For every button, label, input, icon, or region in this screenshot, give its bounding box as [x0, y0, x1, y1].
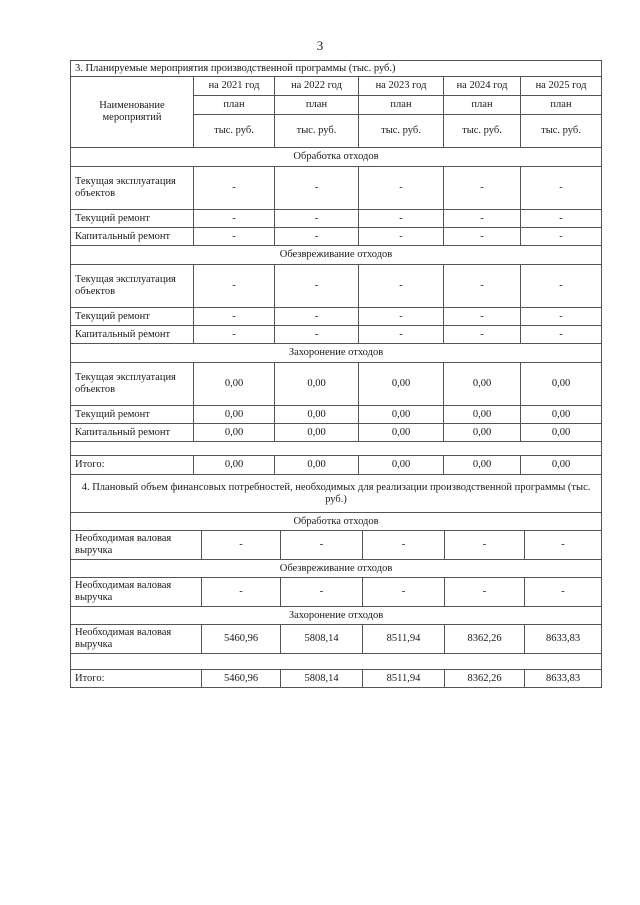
row-value: 0,00: [444, 363, 521, 406]
table-row: [71, 265, 602, 308]
row-value: -: [194, 265, 275, 308]
total-label: Итого:: [71, 670, 202, 688]
row-value: 8362,26: [445, 625, 525, 654]
row-name: Текущая эксплуатация объектов: [71, 265, 194, 308]
total-value: 0,00: [275, 456, 359, 475]
plan-header: план: [275, 96, 359, 115]
row-value: 8511,94: [363, 625, 445, 654]
row-name: Текущий ремонт: [71, 406, 194, 424]
row-name: Необходимая валовая выручка: [71, 531, 202, 560]
row-value: -: [359, 167, 444, 210]
row-value: -: [521, 167, 602, 210]
unit-header: тыс. руб.: [194, 115, 275, 148]
total-row: [71, 456, 602, 475]
row-name: Текущий ремонт: [71, 308, 194, 326]
table-row: [71, 210, 602, 228]
row-value: 0,00: [194, 406, 275, 424]
unit-header: тыс. руб.: [521, 115, 602, 148]
row-value: 0,00: [521, 406, 602, 424]
row-name: Текущая эксплуатация объектов: [71, 167, 194, 210]
total-value: 8511,94: [363, 670, 445, 688]
section-title: Обезвреживание отходов: [71, 560, 602, 578]
row-value: -: [359, 228, 444, 246]
unit-header: тыс. руб.: [359, 115, 444, 148]
spacer-row: [71, 442, 602, 456]
row-value: -: [359, 308, 444, 326]
row-value: 0,00: [359, 363, 444, 406]
row-value: 0,00: [521, 363, 602, 406]
year-header: на 2022 год: [275, 77, 359, 96]
plan-header: план: [194, 96, 275, 115]
total-value: 8362,26: [445, 670, 525, 688]
row-value: 0,00: [275, 363, 359, 406]
table-title: 4. Плановый объем финансовых потребностей, необходимых для реализации производственной программы (тыс. руб.): [71, 475, 602, 513]
row-value: -: [525, 531, 602, 560]
table-row: [71, 228, 602, 246]
row-value: 0,00: [275, 424, 359, 442]
row-value: -: [194, 210, 275, 228]
total-value: 0,00: [194, 456, 275, 475]
table-row: [71, 578, 602, 607]
row-value: 0,00: [444, 424, 521, 442]
row-value: -: [444, 210, 521, 228]
row-value: -: [275, 308, 359, 326]
total-value: 5460,96: [202, 670, 281, 688]
total-label: Итого:: [71, 456, 194, 475]
year-header: на 2021 год: [194, 77, 275, 96]
row-name: Капитальный ремонт: [71, 228, 194, 246]
spacer-cell: [71, 442, 602, 456]
row-value: -: [275, 228, 359, 246]
plan-header: план: [521, 96, 602, 115]
row-value: -: [444, 167, 521, 210]
row-value: -: [275, 265, 359, 308]
row-value: -: [359, 265, 444, 308]
row-value: -: [202, 578, 281, 607]
row-value: -: [444, 308, 521, 326]
section-title-row: [71, 607, 602, 625]
row-value: -: [444, 265, 521, 308]
row-name: Капитальный ремонт: [71, 326, 194, 344]
year-header: на 2025 год: [521, 77, 602, 96]
table-row: [71, 424, 602, 442]
row-value: -: [521, 265, 602, 308]
row-value: -: [521, 308, 602, 326]
row-value: 5808,14: [281, 625, 363, 654]
table-title: 3. Планируемые мероприятия производственной программы (тыс. руб.): [71, 61, 602, 77]
row-value: -: [194, 326, 275, 344]
row-value: 5460,96: [202, 625, 281, 654]
row-value: 0,00: [444, 406, 521, 424]
table-row: [71, 531, 602, 560]
table-row: [71, 406, 602, 424]
total-row: [71, 670, 602, 688]
year-header: на 2024 год: [444, 77, 521, 96]
table-title-row: [71, 475, 602, 513]
row-value: -: [281, 578, 363, 607]
row-value: -: [444, 326, 521, 344]
total-value: 0,00: [359, 456, 444, 475]
row-value: -: [363, 531, 445, 560]
row-value: -: [363, 578, 445, 607]
row-name: Текущий ремонт: [71, 210, 194, 228]
plan-header: план: [359, 96, 444, 115]
row-value: -: [521, 228, 602, 246]
row-value: -: [281, 531, 363, 560]
row-value: -: [359, 210, 444, 228]
section-title: Обезвреживание отходов: [71, 246, 602, 265]
section-title-row: [71, 513, 602, 531]
section-title-row: [71, 148, 602, 167]
row-value: -: [275, 210, 359, 228]
row-value: -: [194, 167, 275, 210]
row-value: -: [194, 308, 275, 326]
year-header: на 2023 год: [359, 77, 444, 96]
name-header: Наименование мероприятий: [71, 77, 194, 148]
spacer-row: [71, 654, 602, 670]
row-value: -: [445, 578, 525, 607]
table-title-row: [71, 61, 602, 77]
production-program-measures-table: [70, 60, 602, 475]
plan-header: план: [444, 96, 521, 115]
row-value: 0,00: [275, 406, 359, 424]
total-value: 5808,14: [281, 670, 363, 688]
table-row: [71, 326, 602, 344]
spacer-cell: [71, 654, 602, 670]
unit-header: тыс. руб.: [444, 115, 521, 148]
total-value: 0,00: [444, 456, 521, 475]
row-name: Текущая эксплуатация объектов: [71, 363, 194, 406]
section-title-row: [71, 344, 602, 363]
row-name: Необходимая валовая выручка: [71, 625, 202, 654]
section-title: Обработка отходов: [71, 513, 602, 531]
page-number: 3: [316, 38, 324, 53]
financial-needs-table: [70, 474, 602, 688]
row-value: -: [194, 228, 275, 246]
unit-header: тыс. руб.: [275, 115, 359, 148]
row-value: -: [275, 167, 359, 210]
row-value: 0,00: [359, 424, 444, 442]
row-value: 0,00: [194, 424, 275, 442]
row-value: -: [521, 326, 602, 344]
section-title: Захоронение отходов: [71, 344, 602, 363]
table-row: [71, 363, 602, 406]
section-title-row: [71, 246, 602, 265]
row-name: Капитальный ремонт: [71, 424, 194, 442]
table-row: [71, 625, 602, 654]
section-title: Обработка отходов: [71, 148, 602, 167]
header-years-row: [71, 77, 602, 96]
row-value: -: [521, 210, 602, 228]
table-row: [71, 308, 602, 326]
row-value: 0,00: [521, 424, 602, 442]
table-row: [71, 167, 602, 210]
row-value: 0,00: [194, 363, 275, 406]
total-value: 0,00: [521, 456, 602, 475]
total-value: 8633,83: [525, 670, 602, 688]
row-value: -: [445, 531, 525, 560]
row-value: 8633,83: [525, 625, 602, 654]
row-name: Необходимая валовая выручка: [71, 578, 202, 607]
row-value: -: [275, 326, 359, 344]
row-value: -: [444, 228, 521, 246]
row-value: -: [359, 326, 444, 344]
row-value: -: [202, 531, 281, 560]
section-title: Захоронение отходов: [71, 607, 602, 625]
row-value: 0,00: [359, 406, 444, 424]
row-value: -: [525, 578, 602, 607]
section-title-row: [71, 560, 602, 578]
